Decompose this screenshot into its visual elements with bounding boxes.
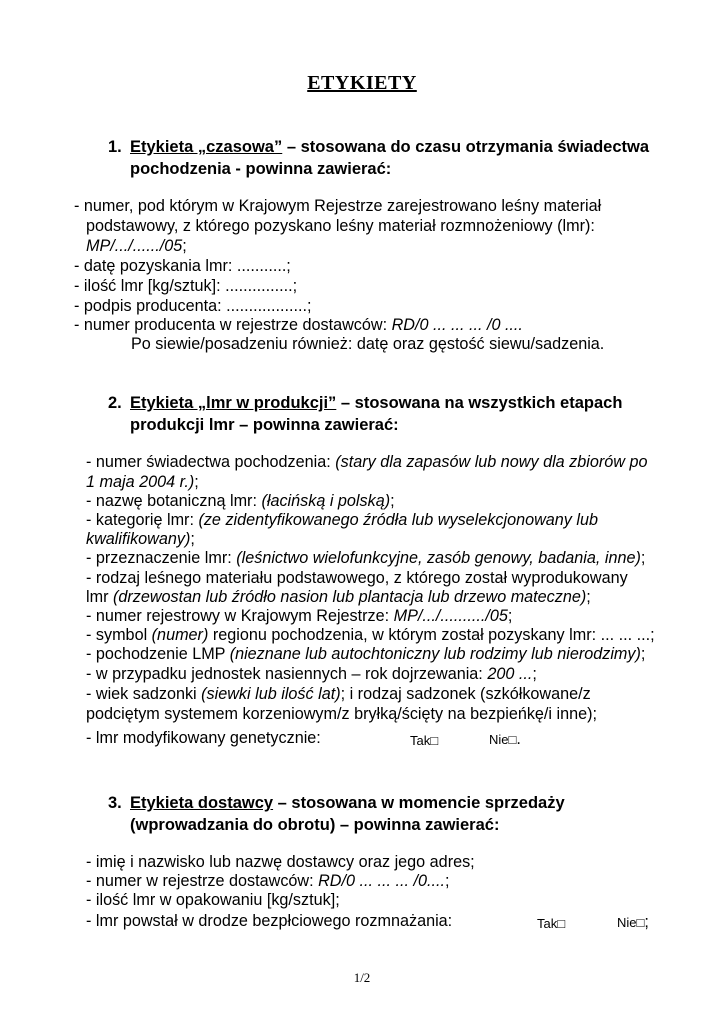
s1-line-2: podstawowy, z którego pozyskano leśny materiał rozmnożeniowy (lmr): — [86, 217, 595, 235]
section-3-title — [130, 792, 660, 836]
s2-text: ; — [390, 492, 395, 510]
s2-italic: (nieznane lub autochtoniczny lub rodzimy lub nierodzimy) — [229, 645, 641, 663]
s2-line-13 — [86, 684, 591, 704]
page-number: 1/2 — [353, 970, 371, 985]
s2-italic: (łacińską i polską) — [261, 492, 391, 510]
s2-line-15: - lmr modyfikowany genetycznie: — [86, 729, 321, 747]
s1-producer-number: RD/0 ... ... ... /0 .... — [391, 316, 523, 334]
s2-italic: (stary dla zapasów lub nowy dla zbiorów po — [335, 453, 648, 471]
s2-text: - w przypadku jednostek nasiennych – rok dojrzewania: — [86, 665, 488, 683]
section-2-name: Etykieta „lmr w produkcji” — [130, 394, 337, 412]
s2-text: ; — [532, 665, 537, 683]
s3-line-2 — [86, 871, 449, 891]
s1-line-1: - numer, pod którym w Krajowym Rejestrze zarejestrowano leśny materiał — [74, 197, 602, 215]
s2-text: ; — [507, 607, 513, 625]
s2-no-label: Nie□ — [489, 732, 517, 747]
s3-line-3: - ilość lmr w opakowaniu [kg/sztuk]; — [86, 891, 340, 909]
s2-text: - przeznaczenie lmr: — [86, 549, 237, 567]
section-1-desc-cont: pochodzenia - powinna zawierać: — [130, 160, 392, 178]
section-3-desc-cont: (wprowadzania do obrotu) – powinna zawierać: — [130, 816, 500, 834]
s1-producer-label: - numer producenta w rejestrze dostawców: — [74, 316, 392, 334]
s3-text: - numer w rejestrze dostawców: — [86, 872, 319, 890]
s2-text: - kategorię lmr: — [86, 511, 199, 529]
s2-line-8 — [86, 587, 591, 607]
s2-line-2 — [86, 472, 199, 492]
s2-text: - pochodzenie LMP — [86, 645, 230, 663]
section-2-desc-cont: produkcji lmr – powinna zawierać: — [130, 416, 399, 434]
s2-text: ; — [194, 473, 199, 491]
s3-no-label: Nie□ — [617, 915, 645, 930]
s2-gmo-yes-checkbox[interactable]: Tak□ — [410, 733, 439, 748]
section-2-desc: – stosowana na wszystkich etapach — [336, 394, 623, 412]
section-1-name: Etykieta „czasowa” — [130, 138, 283, 156]
s2-text: regionu pochodzenia, w którym został pozyskany lmr: ... ... ...; — [208, 626, 655, 644]
section-1-desc: – stosowana do czasu otrzymania świadectwa — [282, 138, 650, 156]
s1-mp-number: MP/.../....../05 — [86, 237, 183, 255]
s2-italic: (numer) — [151, 626, 209, 644]
s2-line-11 — [86, 644, 645, 664]
s1-line-8: Po siewie/posadzeniu również: datę oraz gęstość siewu/sadzenia. — [131, 335, 605, 353]
s3-line-4: - lmr powstał w drodze bezpłciowego rozmnażania: — [86, 912, 453, 930]
section-2-number: 2. — [108, 394, 122, 412]
s2-text: ; — [190, 530, 195, 548]
s3-line-1: - imię i nazwisko lub nazwę dostawcy oraz jego adres; — [86, 853, 475, 871]
section-3-name: Etykieta dostawcy — [130, 794, 274, 812]
s2-line-7: - rodzaj leśnego materiału podstawowego, z którego został wyprodukowany — [86, 569, 628, 587]
s2-italic: (drzewostan lub źródło nasion lub plantacja lub drzewo mateczne) — [112, 588, 587, 606]
s2-italic: 1 maja 2004 r.) — [86, 473, 195, 491]
s1-line-6: - podpis producenta: ..................; — [74, 297, 312, 315]
s2-italic: (ze zidentyfikowanego źródła lub wyselekcjonowany lub — [198, 511, 598, 529]
s2-line-14: podciętym systemem korzeniowym/z bryłką/ścięty na bezpieńkę/i inne); — [86, 705, 598, 723]
s2-line-1 — [86, 452, 647, 472]
s2-italic: (leśnictwo wielofunkcyjne, zasób genowy, badania, inne) — [236, 549, 641, 567]
s2-italic: kwalifikowany) — [86, 530, 191, 548]
section-3-desc: – stosowana w momencie sprzedaży — [273, 794, 565, 812]
s2-text: - symbol — [86, 626, 152, 644]
s2-text: - nazwę botaniczną lmr: — [86, 492, 262, 510]
s2-line-4 — [86, 510, 598, 530]
s1-line-5: - ilość lmr [kg/sztuk]: ...............; — [74, 277, 298, 295]
s1-line-4: - datę pozyskania lmr: ...........; — [74, 257, 291, 275]
s3-asexual-yes-checkbox[interactable]: Tak□ — [537, 916, 566, 931]
section-2-heading — [108, 392, 668, 436]
s2-text: ; — [640, 549, 646, 567]
s2-italic: 200 ... — [487, 665, 533, 683]
section-1-title — [130, 136, 660, 180]
page-title: ETYKIETY — [307, 72, 417, 94]
s2-period: . — [516, 730, 521, 748]
s2-text: ; — [586, 588, 591, 606]
s2-italic: (siewki lub ilość lat) — [201, 685, 341, 703]
s2-line-5 — [86, 529, 195, 549]
s3-italic: RD/0 ... ... ... /0.... — [318, 872, 445, 890]
s3-asexual-no-checkbox[interactable] — [617, 912, 649, 933]
s1-semicolon: ; — [182, 237, 187, 255]
s2-line-9 — [86, 606, 512, 626]
s2-line-6 — [86, 548, 645, 568]
s2-text: lmr — [86, 588, 113, 606]
section-2-title — [130, 392, 660, 436]
s2-text: ; i rodzaj sadzonek (szkółkowane/z — [340, 685, 591, 703]
s2-gmo-no-checkbox[interactable] — [489, 729, 521, 750]
s2-italic: MP/.../........../05 — [393, 607, 508, 625]
s2-line-3 — [86, 491, 395, 511]
s3-text: ; — [444, 872, 450, 890]
section-3-number: 3. — [108, 794, 122, 812]
s1-line-7 — [74, 315, 523, 335]
s2-line-12 — [86, 664, 537, 684]
s2-text: - wiek sadzonki — [86, 685, 202, 703]
section-1-heading — [108, 136, 668, 180]
s2-text: - numer świadectwa pochodzenia: — [86, 453, 336, 471]
s3-semicolon: ; — [644, 913, 649, 931]
s2-text: ; — [640, 645, 646, 663]
section-1-number: 1. — [108, 138, 122, 156]
s2-text: - numer rejestrowy w Krajowym Rejestrze: — [86, 607, 394, 625]
s2-line-10 — [86, 625, 655, 645]
section-3-heading — [108, 792, 668, 836]
s1-line-3 — [86, 236, 187, 256]
